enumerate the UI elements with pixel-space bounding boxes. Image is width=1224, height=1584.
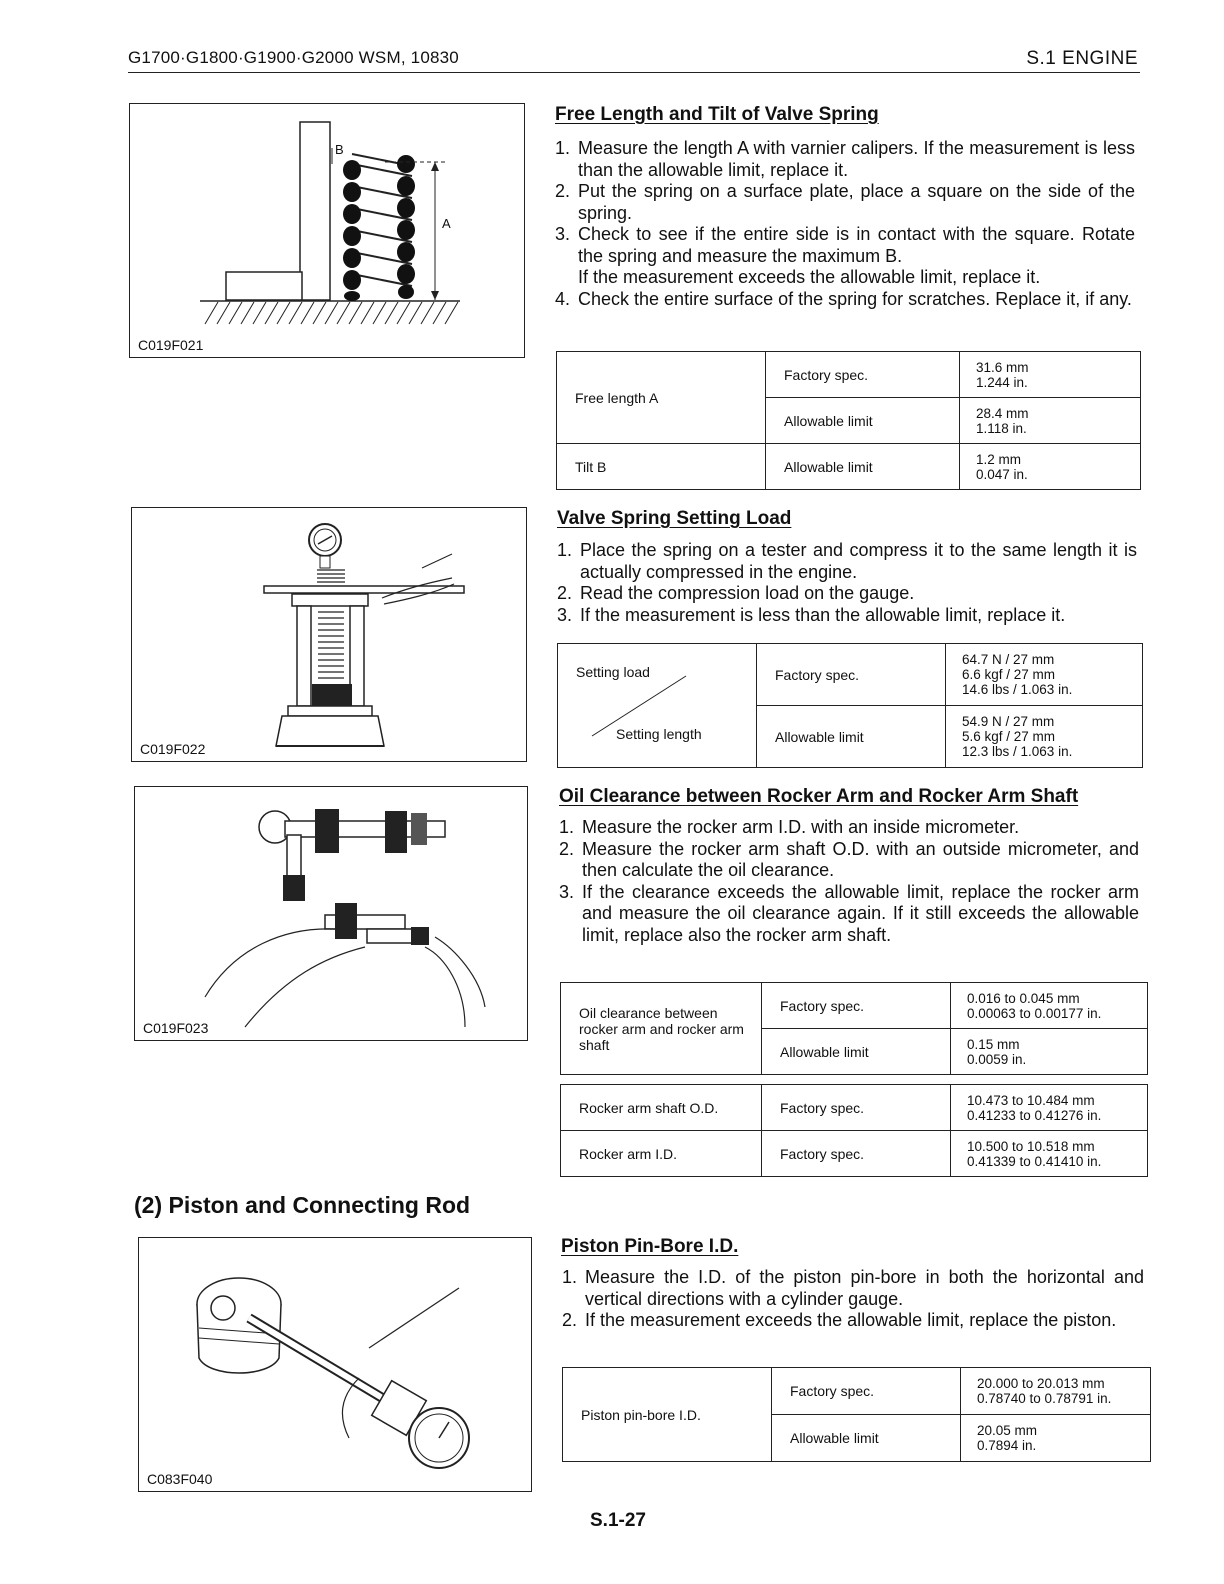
header-models: G1700·G1800·G1900·G2000 WSM, 10830 [128, 48, 459, 67]
value-cell: 0.15 mm 0.0059 in. [951, 1029, 1148, 1075]
figure-rocker-arm-measurement [134, 786, 528, 1041]
piston-gauge-illustration [139, 1238, 531, 1491]
section-title-piston-connecting-rod: (2) Piston and Connecting Rod [134, 1192, 471, 1218]
list-item: 3. Check to see if the entire side is in contact with the square. Rotate the spring and measure the maximum B. If the measurement exceeds the allowable limit, replace it. [555, 224, 1135, 287]
steps-rocker-oil-clearance [559, 817, 1139, 946]
list-item: 2. Measure the rocker arm shaft O.D. with an outside micrometer, and then calculate the oil clearance. [559, 838, 1139, 880]
value-cell: 10.500 to 10.518 mm 0.41339 to 0.41410 in. [951, 1131, 1148, 1177]
item-rocker-arm-id: Rocker arm I.D. [561, 1131, 762, 1177]
list-item: 3. If the clearance exceeds the allowable limit, replace the rocker arm and measure the oil clearance again. If it still exceeds the allowable limit, replace also the rocker arm shaft. [559, 881, 1139, 945]
figure-piston-pin-bore [138, 1237, 532, 1492]
steps-piston-pin-bore [562, 1267, 1144, 1332]
valve-spring-illustration [130, 104, 524, 357]
item-rocker-shaft-od: Rocker arm shaft O.D. [561, 1085, 762, 1131]
rocker-arm-illustration [135, 787, 527, 1040]
item-setting-load: Setting load Setting length [558, 644, 757, 768]
list-item: 4. Check the entire surface of the spring for scratches. Replace it, if any. [555, 288, 1132, 309]
spec-table-setting-load: Setting load Setting length Factory spec. 64.7 N / 27 mm 6.6 kgf / 27 mm 14.6 lbs / 1.063 in. Allowable limit 54.9 N / 27 mm 5.6 kgf / 27 mm 12.3 lbs / 1.063 in. [557, 643, 1143, 768]
list-item: 1. Measure the length A with varnier calipers. If the measurement is less than the allowable limit, replace it. [555, 138, 1135, 180]
list-item: 2. Read the compression load on the gauge. [557, 583, 915, 603]
value-cell: 28.4 mm 1.118 in. [960, 398, 1141, 444]
list-item: 1. Place the spring on a tester and compress it to the same length it is actually compressed in the engine. [557, 540, 1137, 582]
spring-tester-illustration [132, 508, 526, 761]
page-number: S.1-27 [590, 1510, 646, 1531]
value-cell: 54.9 N / 27 mm 5.6 kgf / 27 mm 12.3 lbs / 1.063 in. [946, 706, 1143, 768]
figure-valve-spring-free-length [129, 103, 525, 358]
value-cell: 31.6 mm 1.244 in. [960, 352, 1141, 398]
item-tilt: Tilt B [557, 444, 766, 490]
item-piston-pin-bore: Piston pin-bore I.D. [563, 1368, 772, 1462]
header-rule [128, 72, 1140, 73]
spec-table-rocker-oil-clearance: Oil clearance between rocker arm and rocker arm shaft Factory spec. 0.016 to 0.045 mm 0.00063 to 0.00177 in. Allowable limit 0.15 mm 0.0059 in. [560, 982, 1148, 1075]
list-item: 3. If the measurement is less than the allowable limit, replace it. [557, 604, 1066, 625]
heading-free-length-tilt: Free Length and Tilt of Valve Spring [555, 104, 879, 125]
figure-code: C019F021 [138, 337, 204, 353]
value-cell: 20.05 mm 0.7894 in. [961, 1415, 1151, 1462]
list-item: 2. Put the spring on a surface plate, place a square on the side of the spring. [555, 181, 1135, 223]
spec-table-piston-pin-bore: Piston pin-bore I.D. Factory spec. 20.000 to 20.013 mm 0.78740 to 0.78791 in. Allowable limit 20.05 mm 0.7894 in. [562, 1367, 1151, 1462]
value-cell: 64.7 N / 27 mm 6.6 kgf / 27 mm 14.6 lbs / 1.063 in. [946, 644, 1143, 706]
steps-setting-load [557, 540, 1137, 626]
spec-table-free-length-tilt: Free length A Factory spec. 31.6 mm 1.244 in. Allowable limit 28.4 mm 1.118 in. Tilt B Allowable limit 1.2 mm 0.047 in. [556, 351, 1141, 490]
heading-setting-load: Valve Spring Setting Load [557, 508, 792, 529]
label-b: B [335, 142, 344, 157]
list-item: 2. If the measurement exceeds the allowable limit, replace the piston. [562, 1310, 1117, 1330]
spec-table-rocker-dimensions: Rocker arm shaft O.D. Factory spec. 10.473 to 10.484 mm 0.41233 to 0.41276 in. Rocker arm I.D. Factory spec. 10.500 to 10.518 mm 0.41339 to 0.41410 in. [560, 1084, 1148, 1177]
figure-code: C083F040 [147, 1471, 213, 1487]
heading-rocker-oil-clearance: Oil Clearance between Rocker Arm and Rocker Arm Shaft [559, 786, 1079, 807]
header-section: S.1 ENGINE [1026, 48, 1138, 69]
label-a: A [442, 216, 451, 231]
steps-free-length-tilt [555, 138, 1135, 310]
item-oil-clearance: Oil clearance between rocker arm and rocker arm shaft [561, 983, 762, 1075]
figure-code: C019F023 [143, 1020, 209, 1036]
value-cell: 0.016 to 0.045 mm 0.00063 to 0.00177 in. [951, 983, 1148, 1029]
list-item: 1. Measure the rocker arm I.D. with an inside micrometer. [559, 817, 1020, 837]
divider-diagonal [558, 644, 728, 768]
heading-piston-pin-bore: Piston Pin-Bore I.D. [561, 1236, 739, 1257]
item-free-length: Free length A [557, 352, 766, 444]
figure-code: C019F022 [140, 741, 206, 757]
list-item: 1. Measure the I.D. of the piston pin-bore in both the horizontal and vertical directions with a cylinder gauge. [562, 1267, 1144, 1309]
value-cell: 20.000 to 20.013 mm 0.78740 to 0.78791 in. [961, 1368, 1151, 1415]
value-cell: 10.473 to 10.484 mm 0.41233 to 0.41276 in. [951, 1085, 1148, 1131]
value-cell: 1.2 mm 0.047 in. [960, 444, 1141, 490]
figure-spring-tester [131, 507, 527, 762]
